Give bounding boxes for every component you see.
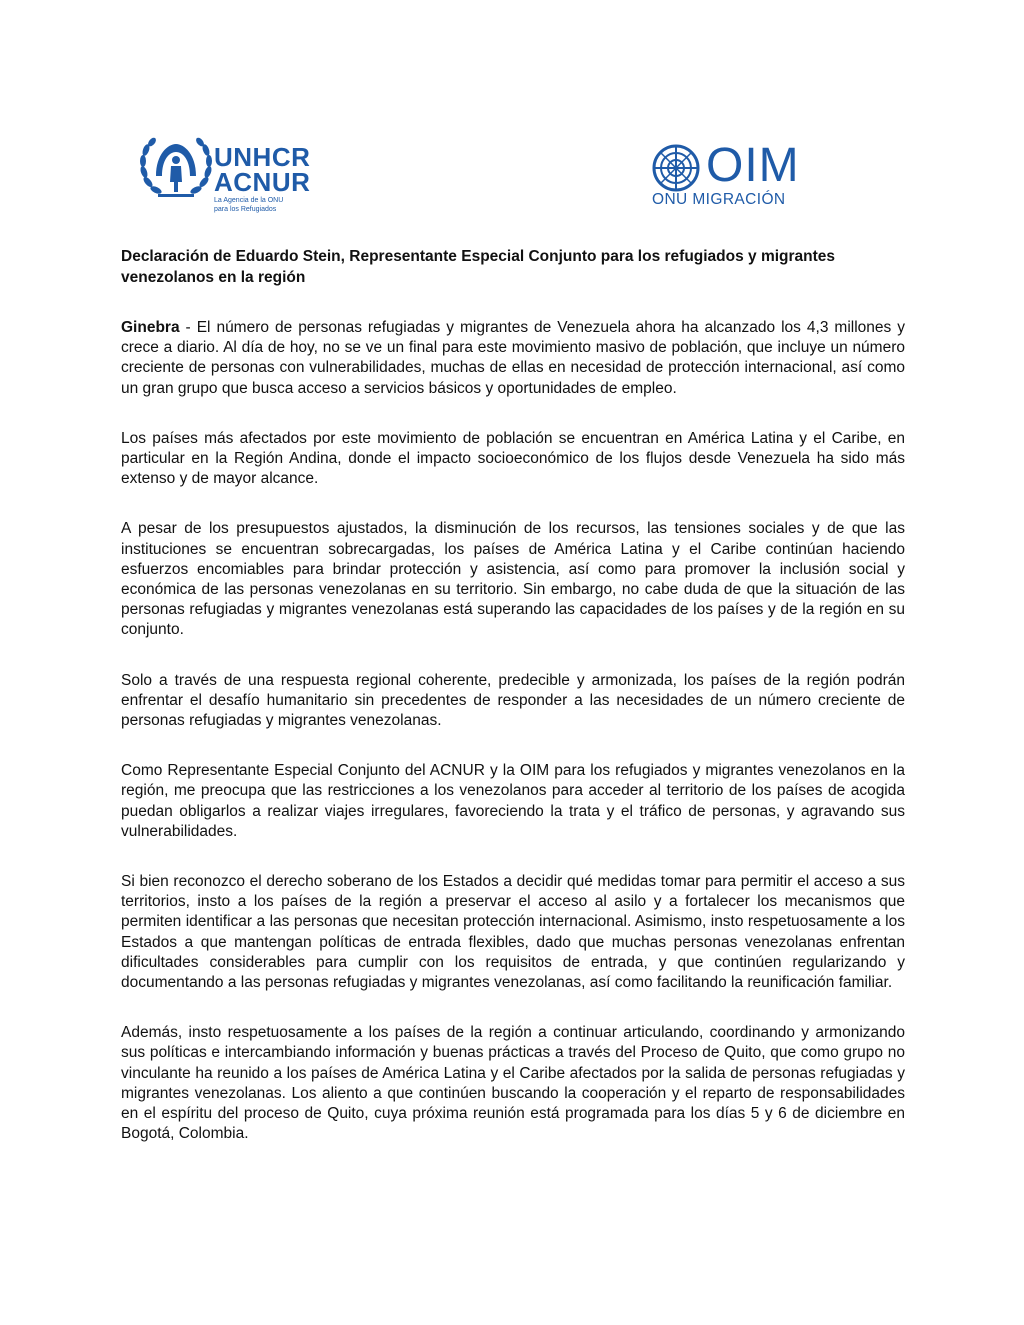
document-body [121,318,905,1175]
paragraph-6: Si bien reconozco el derecho soberano de los Estados a decidir qué medidas tomar para permitir el acceso a sus territorios, insto a los países de la región a preservar el acceso al asilo y a fortalecer los mecanismos que permiten identificar a las personas que necesitan protección internacional. Asimismo, insto respetuosamente a los Estados a que mantengan políticas de entrada flexibles, dado que muchas personas venezolanas enfrentan dificultades considerables para cumplir con los requisitos de entrada, y que continúen regularizando y documentando a las personas refugiadas y migrantes venezolanas, así como facilitando la reunificación familiar. [121,873,905,992]
paragraph-5: Como Representante Especial Conjunto del ACNUR y la OIM para los refugiados y migrantes venezolanos en la región, me preocupa que las restricciones a los venezolanos para acceder al territorio de los países de acogida puedan obligarlos a realizar viajes irregulares, favoreciendo la trata y el tráfico de personas, y agravando sus vulnerabilidades. [121,762,905,840]
unhcr-tagline-2: para los Refugiados [214,206,277,213]
paragraph-1 [121,318,905,399]
oim-acronym: OIM [706,139,800,192]
paragraph-2: Los países más afectados por este movimiento de población se encuentran en América Latina y el Caribe, en particular en la Región Andina, donde el impacto socioeconómico de los flujos desde Venezuela ha sido más extenso y de mayor alcance. [121,429,905,488]
dateline-place: Ginebra [121,319,180,336]
acnur-wordmark: ACNUR [214,167,311,197]
oim-subtitle: ONU MIGRACIÓN [652,191,786,208]
un-globe-icon [652,144,700,192]
paragraph-3: A pesar de los presupuestos ajustados, la disminución de los recursos, las tensiones sociales y de que las instituciones se encuentran sobrecargadas, los países de América Latina y el Caribe continúan haciendo esfuerzos encomiables para brindar protección y asistencia, así como para promover la inclusión social y económica de las personas venezolanas en su territorio. Sin embargo, no cabe duda de que la situación de las personas refugiadas y migrantes venezolanas está superando las capacidades de los países y de la región en su conjunto. [121,520,905,639]
unhcr-wordmark: UNHCR [214,142,311,172]
unhcr-emblem-icon [138,136,214,200]
document-title: Declaración de Eduardo Stein, Representante Especial Conjunto para los refugiados y migrantes venezolanos en la región [121,248,836,286]
unhcr-tagline-1: La Agencia de la ONU [214,197,284,204]
oim-logo [650,139,830,212]
paragraph-1-text: - El número de personas refugiadas y migrantes de Venezuela ahora ha alcanzado los 4,3 millones y crece a diario. Al día de hoy, no se ve un final para este movimiento masivo de población, que incluye un número creciente de personas con vulnerabilidades, muchas de ellas en necesidad de protección internacional, así como un gran grupo que busca acceso a servicios básicos y oportunidades de empleo. [121,319,905,397]
paragraph-7: Además, insto respetuosamente a los países de la región a continuar articulando, coordinando y armonizando sus políticas e intercambiando información y buenas prácticas a través del Proceso de Quito, que como grupo no vinculante ha reunido a los países de América Latina y el Caribe afectados por la salida de personas refugiadas y migrantes venezolanas. Los aliento a que continúen buscando la cooperación y el reparto de responsabilidades en el espíritu del proceso de Quito, cuya próxima reunión está programada para los días 5 y 6 de diciembre en Bogotá, Colombia. [121,1024,905,1143]
paragraph-4: Solo a través de una respuesta regional coherente, predecible y armonizada, los países de la región podrán enfrentar el desafío humanitario sin precedentes de responder a las necesidades de un número creciente de personas refugiadas y migrantes venezolanas. [121,671,905,730]
unhcr-logo [138,136,328,218]
